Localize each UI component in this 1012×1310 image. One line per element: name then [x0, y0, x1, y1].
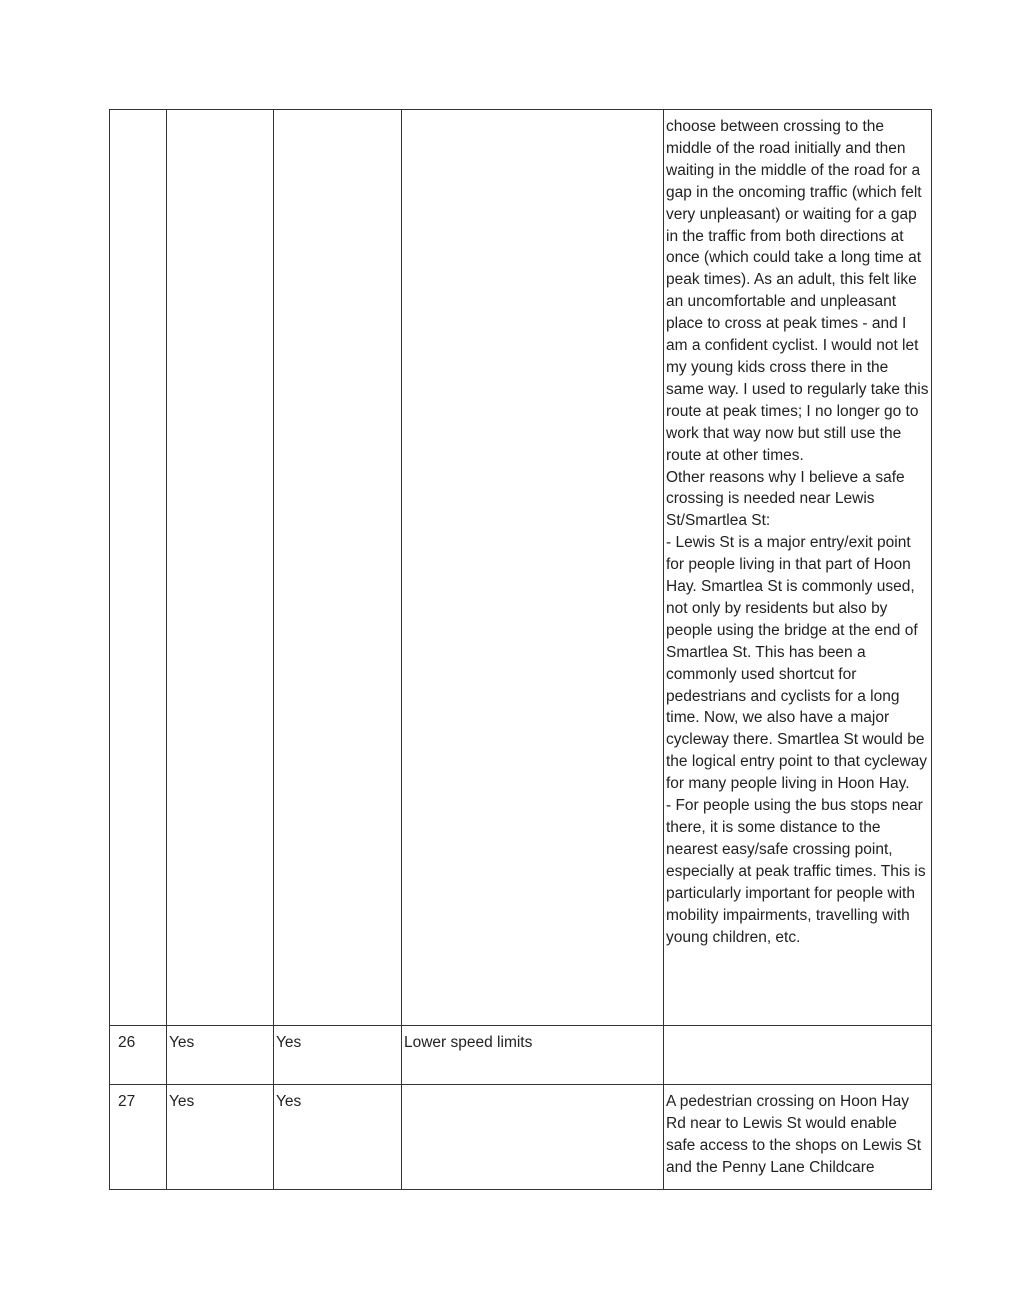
- answer-cell: Yes: [274, 1085, 402, 1190]
- comment-paragraph: - Lewis St is a major entry/exit point for people living in that part of Hoon Hay. Smartlea St is commonly used, not only by residents but also by people using the bridge at the end of Smartlea St. This has been a commonly used shortcut for pedestrians and cyclists for a long time. Now, we also have a major cycleway there. Smartlea St would be the logical entry point to that cycleway for many people living in Hoon Hay.: [666, 534, 928, 793]
- table-row: [110, 110, 932, 1026]
- answer-cell: [274, 110, 402, 1026]
- submissions-table: [109, 109, 932, 1190]
- answer-cell: Yes: [274, 1026, 402, 1085]
- comment-paragraph: choose between crossing to the middle of the road initially and then waiting in the middle of the road for a gap in the oncoming traffic (which felt very unpleasant) or waiting for a gap in the traffic from both directions at once (which could take a long time at peak times). As an adult, this felt like an uncomfortable and unpleasant place to cross at peak times - and I am a confident cyclist. I would not let my young kids cross there in the same way. I used to regularly take this route at peak times; I no longer go to work that way now but still use the route at other times.: [666, 118, 929, 464]
- answer-cell: Yes: [167, 1085, 274, 1190]
- row-number-cell: 27: [110, 1085, 167, 1190]
- suggestion-cell: Lower speed limits: [402, 1026, 664, 1085]
- comment-cell: [664, 110, 932, 1026]
- comment-paragraph: A pedestrian crossing on Hoon Hay Rd near to Lewis St would enable safe access to the shops on Lewis St and the Penny Lane Childcare: [666, 1093, 922, 1176]
- comment-paragraph: Other reasons why I believe a safe crossing is needed near Lewis St/Smartlea St:: [666, 468, 905, 530]
- comment-paragraph: - For people using the bus stops near there, it is some distance to the nearest easy/safe crossing point, especially at peak traffic times. This is particularly important for people with mobility impairments, travelling with young children, etc.: [666, 797, 926, 946]
- table-row: [110, 1026, 932, 1085]
- answer-cell: Yes: [167, 1026, 274, 1085]
- table-row: [110, 1085, 932, 1190]
- comment-cell: [664, 1026, 932, 1085]
- comment-cell: [664, 1085, 932, 1190]
- row-number-cell: [110, 110, 167, 1026]
- suggestion-cell: [402, 1085, 664, 1190]
- row-number-cell: 26: [110, 1026, 167, 1085]
- answer-cell: [167, 110, 274, 1026]
- suggestion-cell: [402, 110, 664, 1026]
